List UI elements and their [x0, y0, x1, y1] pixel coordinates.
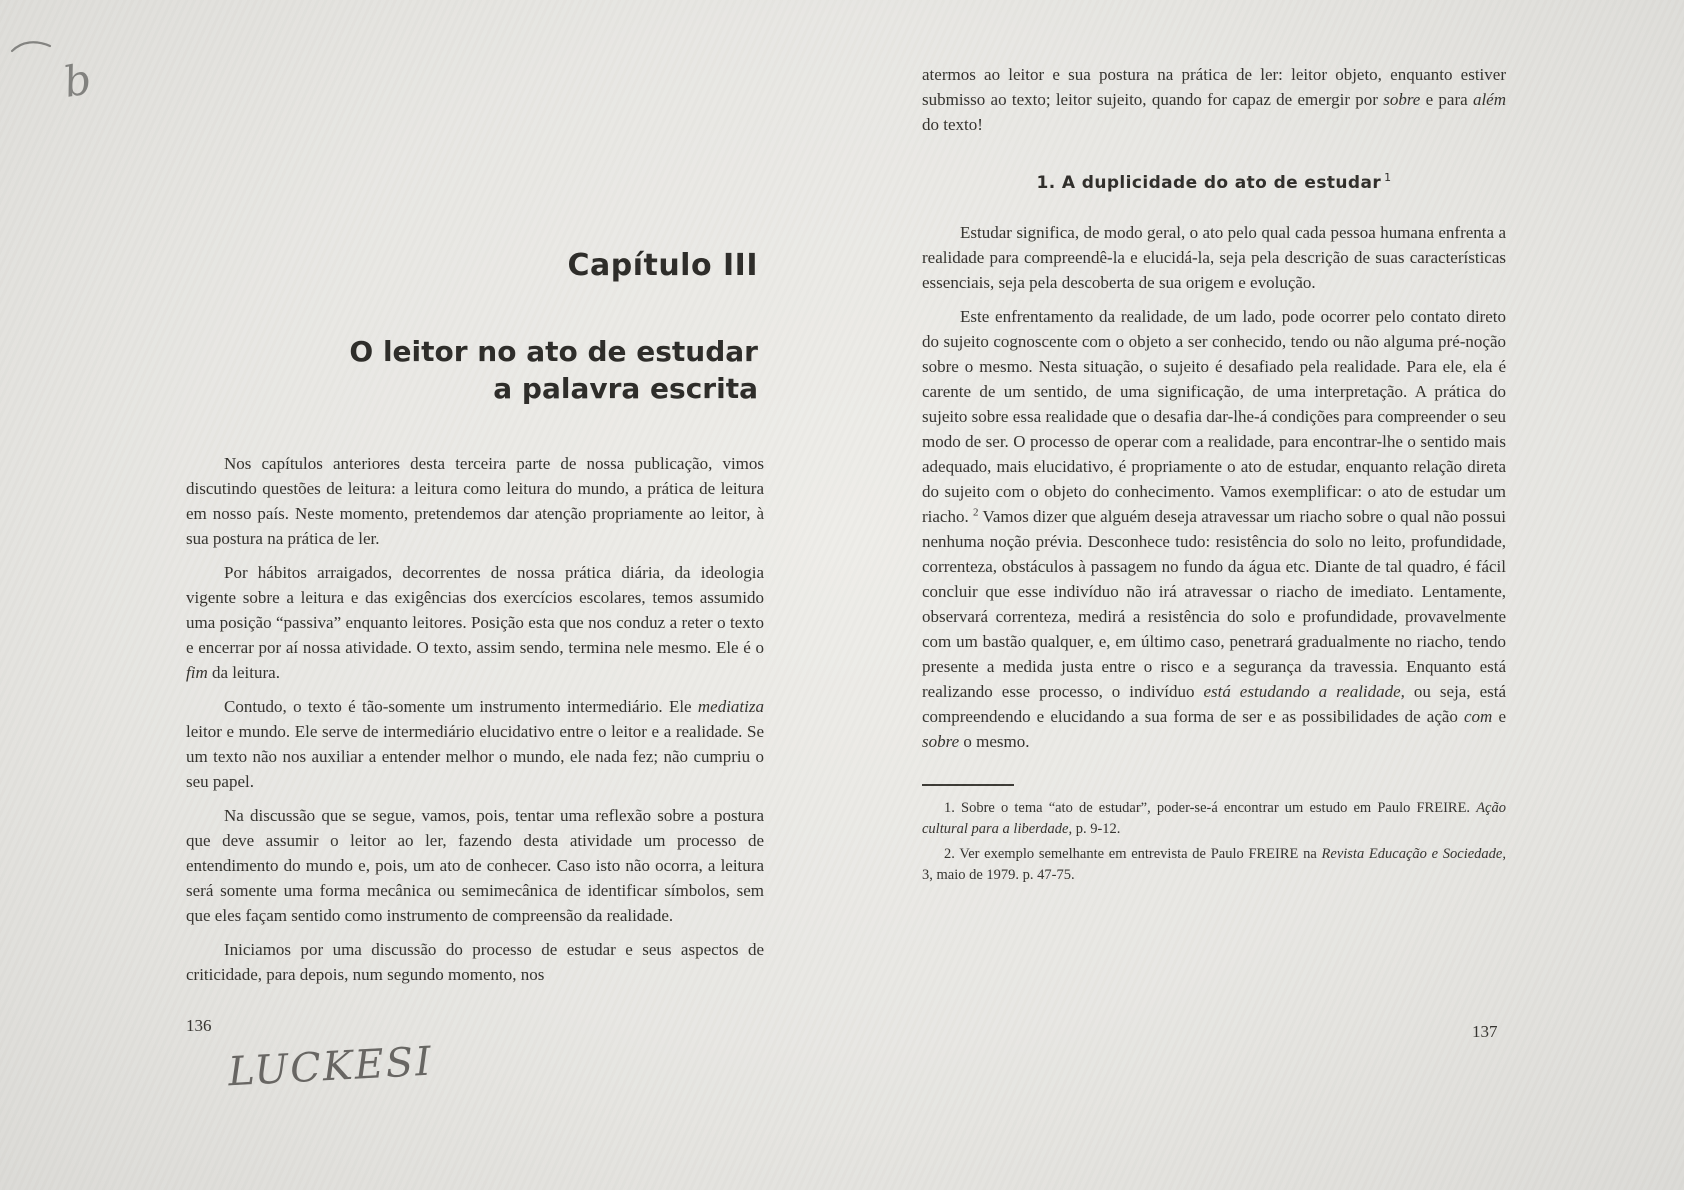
- text-segment: Na discussão que se segue, vamos, pois, tentar uma reflexão sobre a postura que deve assumir o leitor ao ler, fazendo desta atividade um processo de entendimento do mundo e, pois, um ato de conhecer. Caso isto não ocorra, a leitura será somente uma forma mecânica ou semimecânica de identificar símbolos, sem que eles façam sentido como instrumento de compreensão da realidade.: [186, 806, 764, 925]
- text-segment: 1. Sobre o tema “ato de estudar”, poder-se-á encontrar um estudo em Paulo FREIRE.: [944, 800, 1477, 816]
- text-segment: Iniciamos por uma discussão do processo de estudar e seus aspectos de criticidade, para depois, num segundo momento, nos: [186, 940, 764, 984]
- chapter-heading: Capítulo III: [567, 248, 758, 283]
- footnote-list: [922, 798, 1506, 886]
- handwriting-annotation: LUCKESI: [226, 1038, 435, 1096]
- text-segment: sobre: [1383, 90, 1421, 109]
- text-segment: e: [1492, 707, 1506, 726]
- text-segment: 2. Ver exemplo semelhante em entrevista de Paulo FREIRE na: [944, 846, 1322, 862]
- section-heading: [922, 173, 1506, 193]
- footnotes-section: [922, 784, 1506, 886]
- text-segment: Revista Educação e Sociedade,: [1321, 846, 1506, 862]
- text-segment: ou seja, está compreendendo e elucidando a sua forma de ser e as possibilidades de ação: [922, 682, 1506, 726]
- text-segment: Nos capítulos anteriores desta terceira parte de nossa publicação, vimos discutindo questões de leitura: a leitura como leitura do mundo, a prática de leitura em nosso país. Neste momento, pretendemos dar atenção propriamente ao leitor, à sua postura na prática de ler.: [186, 454, 764, 548]
- text-segment: leitor e mundo. Ele serve de intermediário elucidativo entre o leitor e a realidade. Se um texto não nos auxiliar a entender melhor o mundo, ele nada fez; não cumpriu o seu papel.: [186, 722, 764, 791]
- footnote-ref: 2: [973, 506, 979, 519]
- text-segment: com: [1464, 707, 1493, 726]
- pencil-mark-icon: [10, 38, 52, 54]
- page-left: [186, 248, 764, 996]
- text-segment: Vamos dizer que alguém deseja atravessar um riacho sobre o qual não possui nenhuma noção prévia. Desconhece tudo: resistência do solo no leito, profundidade, correnteza, obstáculos à passagem no fundo da água etc. Diante de tal quadro, é fácil concluir que esse indivíduo não irá atravessar o riacho de imediato. Lentamente, observará correnteza, medirá a resistência do solo e profundidade, provavelmente com um bastão qualquer, e, em último caso, penetrará gradualmente no riacho, tendo presente a medida justa entre o risco e a segurança da travessia. Enquanto está realizando esse processo, o indivíduo: [922, 507, 1506, 701]
- footnote: [922, 798, 1506, 840]
- text-segment: o mesmo.: [959, 732, 1030, 751]
- text-segment: Este enfrentamento da realidade, de um lado, pode ocorrer pelo contato direto do sujeito cognoscente com o objeto a ser conhecido, tendo ou não alguma pré-noção sobre o mesmo. Nesta situação, o sujeito é desafiado pela realidade. Para ele, ela é carente de um sentido, de uma significação, de uma interpretação. A prática do sujeito sobre essa realidade que o desafia dar-lhe-á condições para compreender o seu modo de ser. O processo de operar com a realidade, para encontrar-lhe o sentido mais adequado, mais elucidativo, é propriamente o ato de estudar, enquanto relação direta do sujeito com o objeto do conhecimento. Vamos exemplificar: o ato de estudar um riacho.: [922, 307, 1506, 526]
- page-right-continuation: [922, 62, 1506, 137]
- text-segment: da leitura.: [207, 663, 280, 682]
- text-segment: está estudando a realidade,: [1203, 682, 1405, 701]
- footnote: [922, 844, 1506, 886]
- text-segment: além: [1472, 90, 1506, 109]
- page-number-right: 137: [1472, 1022, 1498, 1041]
- pencil-mark-letter: b: [59, 54, 95, 107]
- text-segment: 3, maio de 1979. p. 47-75.: [922, 867, 1075, 883]
- chapter-title-line-2: a palavra escrita: [493, 372, 758, 405]
- page-number-left: 136: [186, 1016, 212, 1035]
- paragraph: [186, 451, 764, 551]
- text-segment: Ação cultural para a liberdade,: [922, 800, 1506, 837]
- text-segment: mediatiza: [697, 697, 764, 716]
- text-segment: p. 9-12.: [1072, 821, 1121, 837]
- section-heading-text: 1. A duplicidade do ato de estudar: [1036, 173, 1382, 193]
- footnote-ref: 1: [1384, 171, 1392, 185]
- page-left-body: [186, 451, 764, 987]
- chapter-title-line-1: O leitor no ato de estudar: [349, 335, 758, 368]
- paragraph: [922, 220, 1506, 295]
- text-segment: Por hábitos arraigados, decorrentes de nossa prática diária, da ideologia vigente sobre a leitura e das exigências dos exercícios escolares, temos assumido uma posição “passiva” enquanto leitores. Posição esta que nos conduz a reter o texto e encerrar por aí nossa atividade. O texto, assim sendo, termina nele mesmo. Ele é o: [186, 563, 764, 657]
- text-segment: sobre: [922, 732, 960, 751]
- page-right: [922, 62, 1506, 890]
- paragraph: [922, 304, 1506, 754]
- paragraph: [186, 937, 764, 987]
- text-segment: e para: [1420, 90, 1473, 109]
- paragraph: [922, 62, 1506, 137]
- footnote-rule: [922, 784, 1014, 786]
- page-right-body: [922, 220, 1506, 754]
- paragraph: [186, 694, 764, 794]
- text-segment: Estudar significa, de modo geral, o ato pelo qual cada pessoa humana enfrenta a realidade para compreendê-la e elucidá-la, seja pela descrição de suas características essenciais, seja pela descoberta de sua origem e evolução.: [922, 223, 1506, 292]
- paragraph: [186, 803, 764, 928]
- text-segment: Contudo, o texto é tão-somente um instrumento intermediário. Ele: [224, 697, 698, 716]
- text-segment: fim: [186, 663, 208, 682]
- text-segment: atermos ao leitor e sua postura na prática de ler: leitor objeto, enquanto estiver submisso ao texto; leitor sujeito, quando for capaz de emergir por: [922, 65, 1506, 109]
- chapter-title: [186, 333, 764, 407]
- paragraph: [186, 560, 764, 685]
- text-segment: do texto!: [922, 115, 983, 134]
